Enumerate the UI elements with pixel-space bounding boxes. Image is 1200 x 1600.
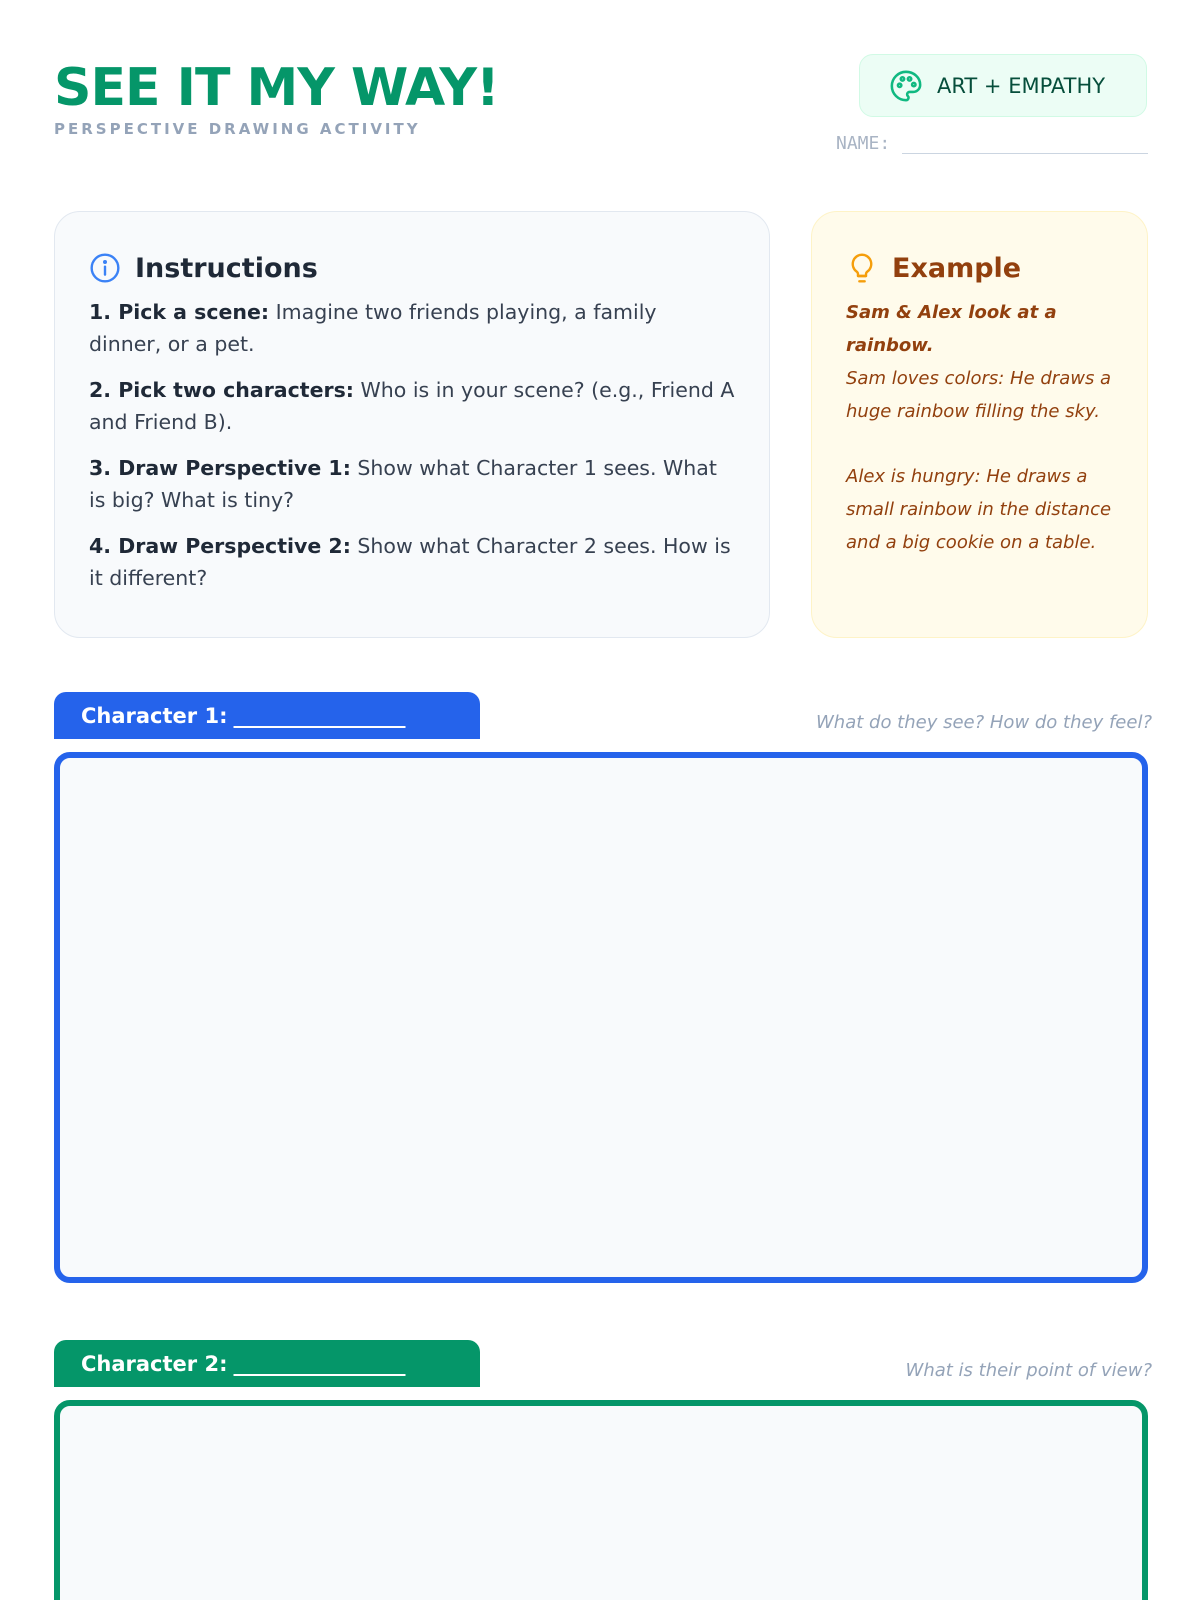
- instruction-step: 1. Pick a scene: Imagine two friends playing, a family dinner, or a pet.: [89, 300, 657, 356]
- example-heading: Sam & Alex look at a rainbow.: [846, 302, 1057, 356]
- example-line-2: Alex is hungry: He draws a small rainbow in the distance and a big cookie on a table.: [846, 466, 1112, 553]
- page-title: SEE IT MY WAY!: [54, 58, 499, 118]
- page-subtitle: PERSPECTIVE DRAWING ACTIVITY: [54, 120, 421, 138]
- example-title: Example: [892, 252, 1022, 284]
- instructions-box: [54, 211, 770, 638]
- instruction-step: 3. Draw Perspective 1: Show what Character 1 sees. What is big? What is tiny?: [89, 456, 717, 512]
- character-2-drawing-area[interactable]: [54, 1400, 1148, 1600]
- character-2-label: Character 2:: [81, 1351, 228, 1376]
- character-1-name-blank[interactable]: ____________________: [233, 703, 404, 728]
- name-label: NAME:: [836, 133, 891, 154]
- example-line-1: Sam loves colors: He draws a huge rainbow filling the sky.: [846, 368, 1112, 422]
- name-field[interactable]: [836, 128, 1148, 154]
- info-icon: [89, 252, 121, 284]
- character-2-tab: [54, 1340, 480, 1387]
- instruction-step: 2. Pick two characters: Who is in your scene? (e.g., Friend A and Friend B).: [89, 378, 735, 434]
- example-header: [846, 252, 1113, 284]
- instructions-header: [89, 252, 735, 284]
- character-2-hint: What is their point of view?: [905, 1360, 1152, 1381]
- lightbulb-icon: [846, 252, 878, 284]
- instruction-step: 4. Draw Perspective 2: Show what Character 2 sees. How is it different?: [89, 534, 731, 590]
- character-1-hint: What do they see? How do they feel?: [816, 712, 1152, 733]
- example-box: [811, 211, 1148, 638]
- character-1-drawing-area[interactable]: [54, 752, 1148, 1283]
- example-text: [846, 296, 1113, 559]
- palette-icon: [889, 69, 923, 103]
- character-1-tab: [54, 692, 480, 739]
- instruction-steps: [89, 296, 735, 594]
- category-badge: [859, 54, 1147, 117]
- character-2-name-blank[interactable]: ____________________: [233, 1351, 404, 1376]
- instructions-title: Instructions: [135, 252, 318, 284]
- header: [54, 56, 499, 138]
- character-1-label: Character 1:: [81, 703, 228, 728]
- category-badge-label: ART + EMPATHY: [937, 73, 1106, 98]
- name-input-line[interactable]: [902, 132, 1148, 154]
